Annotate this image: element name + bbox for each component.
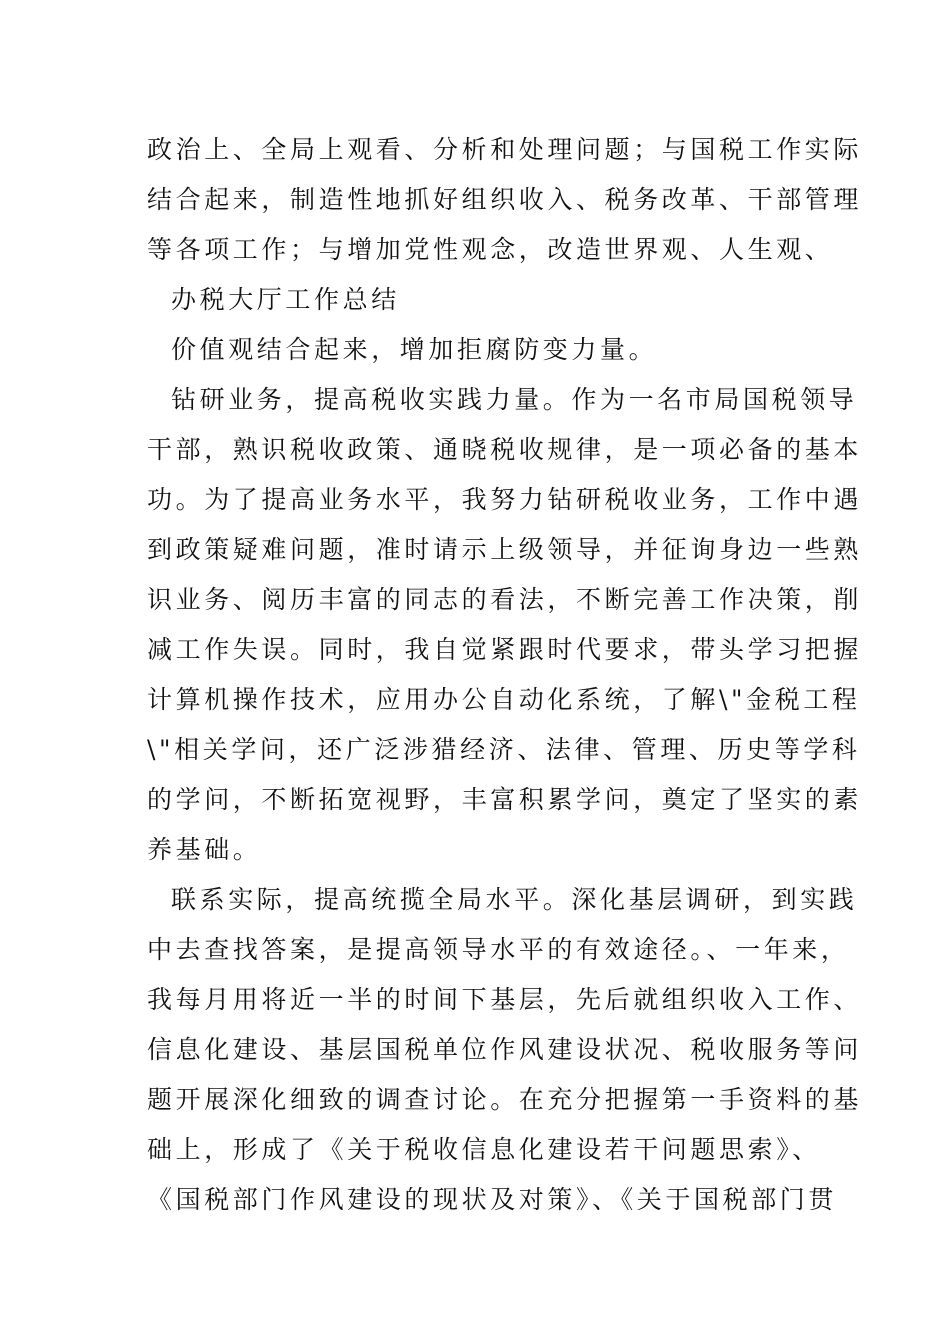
text-line: 联系实际，提高统揽全局水平。深化基层调研，到实践 bbox=[171, 885, 858, 914]
text-line: 养基础。 bbox=[147, 835, 262, 864]
text-line: 等各项工作；与增加党性观念，改造世界观、人生观、 bbox=[147, 235, 834, 264]
text-line: 结合起来，制造性地抓好组织收入、税务改革、干部管理 bbox=[147, 185, 863, 214]
text-line: 办税大厅工作总结 bbox=[171, 285, 400, 314]
document-body bbox=[147, 125, 863, 1225]
text-line: 计算机操作技术，应用办公自动化系统，了解\"金税工程 bbox=[147, 685, 861, 714]
text-line: 识业务、阅历丰富的同志的看法，不断完善工作决策，削 bbox=[147, 585, 863, 614]
text-line: 钻研业务，提高税收实践力量。作为一名市局国税领导 bbox=[171, 385, 858, 414]
text-line: 价值观结合起来，增加拒腐防变力量。 bbox=[171, 335, 658, 364]
text-line: \"相关学问，还广泛涉猎经济、法律、管理、历史等学科 bbox=[147, 735, 861, 764]
text-line: 我每月用将近一半的时间下基层，先后就组织收入工作、 bbox=[147, 985, 863, 1014]
text-line: 题开展深化细致的调查讨论。在充分把握第一手资料的基 bbox=[147, 1085, 863, 1114]
text-line: 功。为了提高业务水平，我努力钻研税收业务，工作中遇 bbox=[147, 485, 863, 514]
text-line: 信息化建设、基层国税单位作风建设状况、税收服务等问 bbox=[147, 1035, 863, 1064]
text-line: 到政策疑难问题，准时请示上级领导，并征询身边一些熟 bbox=[147, 535, 863, 564]
text-line: 政治上、全局上观看、分析和处理问题；与国税工作实际 bbox=[147, 135, 863, 164]
text-line: 中去查找答案，是提高领导水平的有效途径。、一年来， bbox=[147, 935, 850, 964]
text-line: 础上，形成了《关于税收信息化建设若干问题思索》、 bbox=[147, 1135, 821, 1164]
text-line: 干部，熟识税收政策、通晓税收规律，是一项必备的基本 bbox=[147, 435, 863, 464]
text-line: 的学问，不断拓宽视野，丰富积累学问，奠定了坚实的素 bbox=[147, 785, 863, 814]
text-line: 《国税部门作风建设的现状及对策》、《关于国税部门贯 bbox=[147, 1185, 838, 1214]
text-line: 减工作失误。同时，我自觉紧跟时代要求，带头学习把握 bbox=[147, 635, 863, 664]
